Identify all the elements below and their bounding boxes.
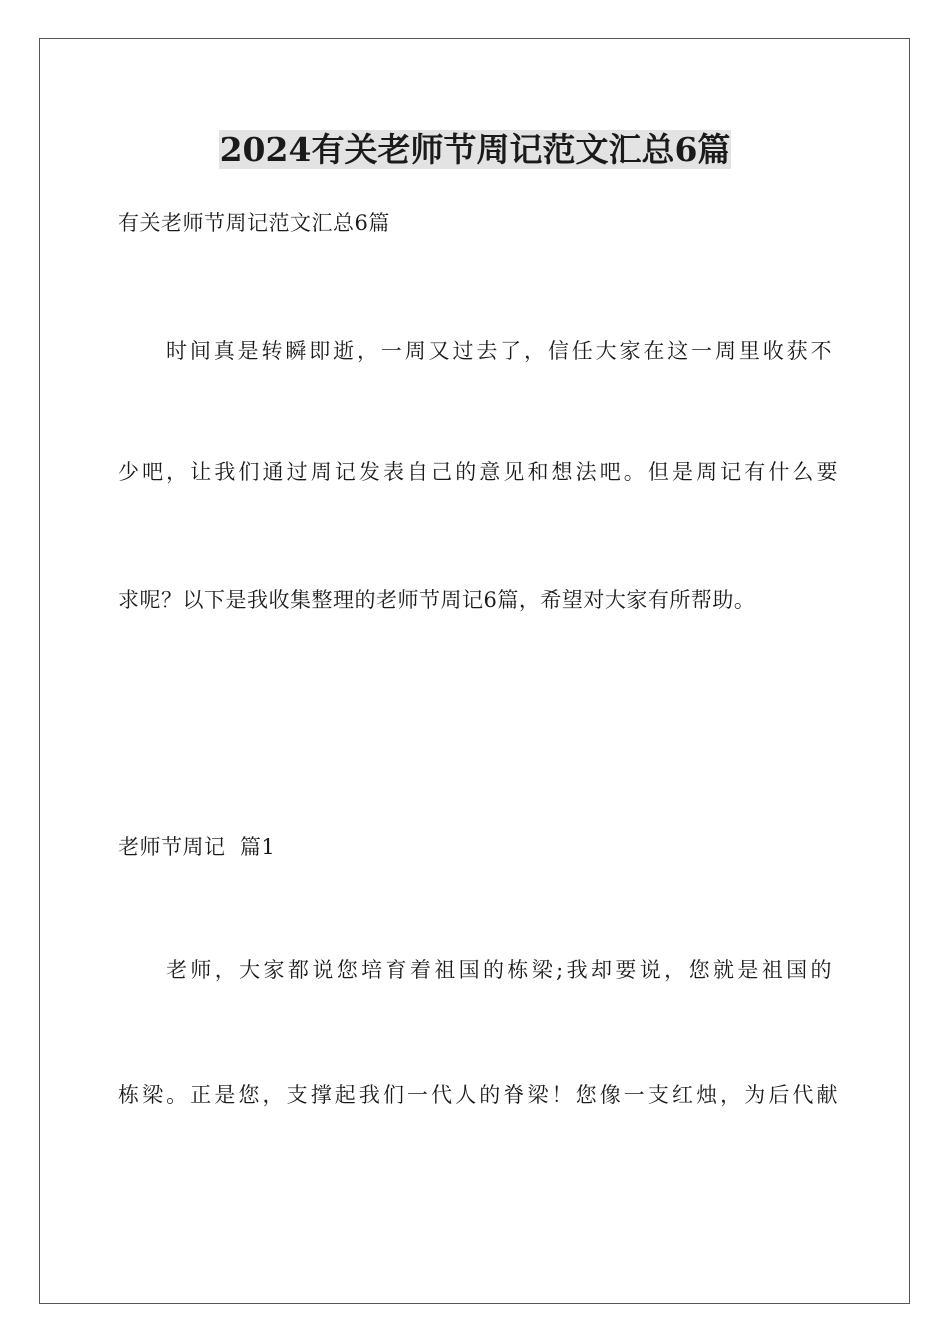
intro-line-1: 时间真是转瞬即逝，一周又过去了，信任大家在这一周里收获不 [166, 339, 832, 363]
section-line-2: 栋梁。正是您，支撑起我们一代人的脊梁！您像一支红烛，为后代献 [118, 1083, 838, 1107]
document-title [0, 128, 950, 172]
document-subtitle: 有关老师节周记范文汇总6篇 [118, 211, 390, 235]
section-heading: 老师节周记 篇1 [118, 835, 276, 859]
section-line-1: 老师，大家都说您培育着祖国的栋梁;我却要说，您就是祖国的 [166, 958, 832, 982]
document-title-text: 2024有关老师节周记范文汇总6篇 [219, 130, 731, 169]
intro-line-2: 少吧，让我们通过周记发表自己的意见和想法吧。但是周记有什么要 [118, 460, 838, 484]
intro-line-3: 求呢？以下是我收集整理的老师节周记6篇，希望对大家有所帮助。 [118, 588, 756, 612]
